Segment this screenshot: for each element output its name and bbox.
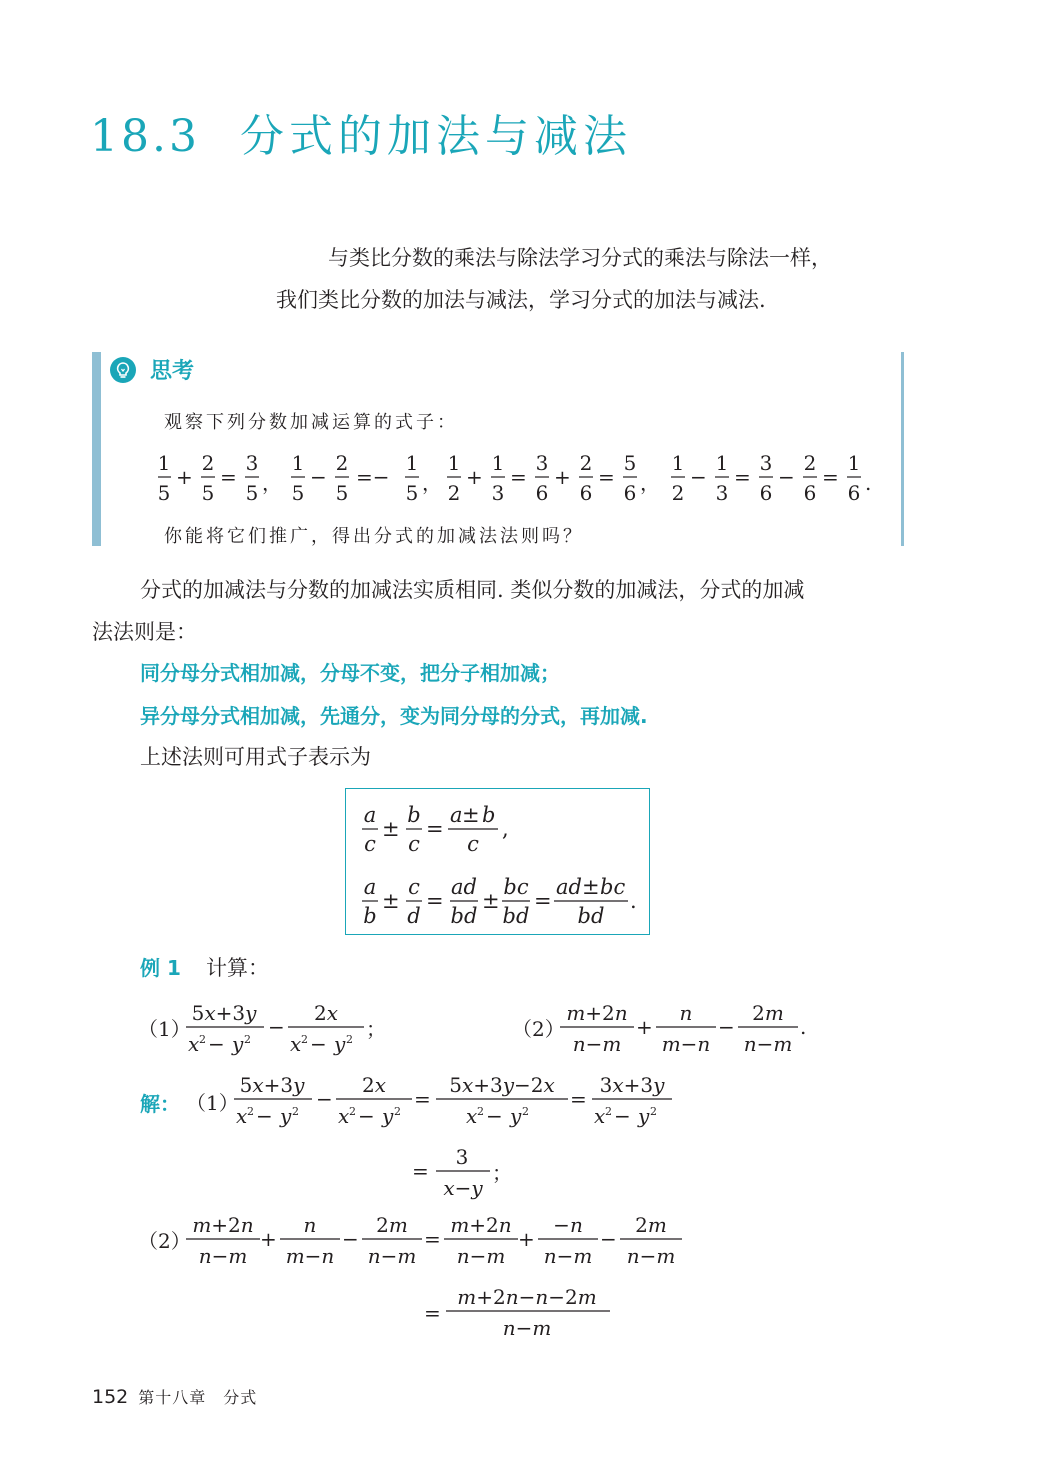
addition-rule-formulas <box>346 789 649 934</box>
think-line-3: 你能将它们推广，得出分式的加减法法则吗？ <box>164 526 584 547</box>
svg-text:m+2n: m+2n <box>450 1213 512 1237</box>
svg-text:c: c <box>467 832 479 856</box>
page-footer <box>92 1385 257 1408</box>
svg-text:3x+3y: 3x+3y <box>599 1073 665 1097</box>
svg-text:y: y <box>382 1104 394 1128</box>
solution-label: 解： <box>140 1092 180 1116</box>
svg-text:.: . <box>630 889 637 913</box>
svg-text:3: 3 <box>245 451 259 475</box>
svg-text:y: y <box>334 1032 346 1056</box>
svg-text:（2）: （2） <box>512 1017 565 1041</box>
intro-line-2: 我们类比分数的加法与减法，学习分式的加法与减法. <box>276 288 766 312</box>
lightbulb-icon <box>110 357 136 383</box>
svg-text:m−n: m−n <box>285 1244 335 1268</box>
svg-text:2: 2 <box>605 1105 612 1118</box>
svg-text:=: = <box>426 817 444 841</box>
svg-text:=: = <box>734 465 751 489</box>
svg-text:n: n <box>303 1213 317 1237</box>
svg-text:2x: 2x <box>361 1073 387 1097</box>
svg-text:x: x <box>338 1104 350 1128</box>
svg-text:2: 2 <box>394 1105 401 1118</box>
svg-text:（1）: （1） <box>186 1091 239 1115</box>
svg-text:−: − <box>256 1104 273 1128</box>
svg-text:2: 2 <box>335 451 349 475</box>
svg-text:=: = <box>424 1301 441 1325</box>
svg-text:n: n <box>679 1001 693 1025</box>
svg-text:3: 3 <box>759 451 773 475</box>
svg-text:1: 1 <box>291 451 305 475</box>
svg-text:6: 6 <box>579 481 593 505</box>
body-line-1: 分式的加减法与分数的加减法实质相同. 类似分数的加减法，分式的加减 <box>140 578 805 602</box>
svg-text:−: − <box>358 1104 375 1128</box>
svg-text:a: a <box>363 875 377 899</box>
svg-text:y: y <box>280 1104 292 1128</box>
svg-text:5: 5 <box>245 481 259 505</box>
svg-text:2: 2 <box>650 1105 657 1118</box>
think-title: 思考 <box>150 359 195 384</box>
think-box <box>92 352 904 546</box>
svg-text:±: ± <box>382 889 400 913</box>
svg-text:；: ； <box>492 1161 512 1185</box>
think-right-rule <box>901 352 904 546</box>
svg-text:x: x <box>188 1032 200 1056</box>
svg-text:y: y <box>232 1032 244 1056</box>
svg-text:−: − <box>208 1032 225 1056</box>
svg-text:+: + <box>260 1227 277 1251</box>
svg-text:x−y: x−y <box>443 1176 483 1200</box>
svg-text:5: 5 <box>623 451 637 475</box>
svg-text:2: 2 <box>671 481 685 505</box>
svg-text:2: 2 <box>201 451 215 475</box>
svg-text:2: 2 <box>447 481 461 505</box>
svg-text:bd: bd <box>450 904 478 928</box>
svg-text:2: 2 <box>477 1105 484 1118</box>
svg-text:+: + <box>518 1227 535 1251</box>
svg-text:5: 5 <box>335 481 349 505</box>
svg-text:±: ± <box>582 875 600 899</box>
svg-text:，: ， <box>262 471 282 495</box>
svg-text:m+2n−n−2m: m+2n−n−2m <box>457 1285 597 1309</box>
svg-text:b: b <box>482 803 496 827</box>
svg-text:6: 6 <box>847 481 861 505</box>
svg-text:−: − <box>486 1104 503 1128</box>
svg-text:=: = <box>510 465 527 489</box>
example-math <box>0 990 1044 1360</box>
svg-text:1: 1 <box>447 451 461 475</box>
svg-text:6: 6 <box>535 481 549 505</box>
svg-text:−: − <box>310 465 327 489</box>
svg-text:2: 2 <box>301 1033 308 1046</box>
svg-text:b: b <box>407 803 421 827</box>
svg-text:2: 2 <box>346 1033 353 1046</box>
svg-text:2: 2 <box>247 1105 254 1118</box>
svg-text:2m: 2m <box>752 1001 784 1025</box>
svg-text:n−m: n−m <box>743 1032 793 1056</box>
svg-text:n−m: n−m <box>456 1244 506 1268</box>
svg-text:5x+3y: 5x+3y <box>191 1001 257 1025</box>
svg-text:n−m: n−m <box>543 1244 593 1268</box>
svg-text:5: 5 <box>158 481 171 505</box>
svg-text:m−n: m−n <box>661 1032 711 1056</box>
svg-text:n−m: n−m <box>198 1244 248 1268</box>
svg-text:，: ， <box>422 471 442 495</box>
rule-same-denominator: 同分母分式相加减，分母不变，把分子相加减； <box>140 661 560 685</box>
svg-text:；: ； <box>366 1017 386 1041</box>
svg-text:2: 2 <box>199 1033 206 1046</box>
chapter-label: 第十八章 分式 <box>138 1388 258 1407</box>
svg-text:bd: bd <box>577 904 605 928</box>
svg-text:6: 6 <box>759 481 773 505</box>
svg-text:c: c <box>364 832 376 856</box>
svg-text:x: x <box>290 1032 302 1056</box>
svg-text:5: 5 <box>291 481 305 505</box>
svg-text:−: − <box>342 1227 359 1251</box>
svg-text:bc: bc <box>600 875 626 899</box>
svg-text:1: 1 <box>491 451 505 475</box>
svg-text:2: 2 <box>244 1033 251 1046</box>
svg-text:=: = <box>822 465 839 489</box>
svg-text:+: + <box>176 465 193 489</box>
svg-text:5x+3y−2x: 5x+3y−2x <box>449 1073 555 1097</box>
svg-text:6: 6 <box>803 481 817 505</box>
svg-text:x: x <box>236 1104 248 1128</box>
svg-text:−: − <box>718 1015 735 1039</box>
svg-text:（1）: （1） <box>138 1017 191 1041</box>
svg-text:2: 2 <box>292 1105 299 1118</box>
svg-text:.: . <box>865 471 872 495</box>
svg-text:5: 5 <box>201 481 215 505</box>
svg-text:2: 2 <box>349 1105 356 1118</box>
formula-box <box>345 788 650 935</box>
svg-text:2m: 2m <box>376 1213 408 1237</box>
example-prompt: 计算： <box>206 956 269 980</box>
svg-text:bd: bd <box>502 904 530 928</box>
svg-text:3: 3 <box>715 481 729 505</box>
svg-text:2: 2 <box>579 451 593 475</box>
svg-text:2m: 2m <box>635 1213 667 1237</box>
svg-text:6: 6 <box>623 481 637 505</box>
svg-text:a: a <box>363 803 377 827</box>
body-line-2: 法法则是： <box>92 620 197 644</box>
svg-text:−: − <box>778 465 795 489</box>
svg-text:a: a <box>450 803 463 827</box>
solution-1 <box>186 1073 672 1200</box>
page-number: 152 <box>92 1386 129 1408</box>
svg-text:b: b <box>363 904 377 928</box>
svg-text:−: − <box>690 465 707 489</box>
svg-text:m+2n: m+2n <box>192 1213 254 1237</box>
problem-2 <box>512 1001 806 1056</box>
svg-text:±: ± <box>482 889 500 913</box>
svg-text:1: 1 <box>405 451 419 475</box>
svg-text:1: 1 <box>671 451 685 475</box>
svg-text:ad: ad <box>556 875 582 899</box>
svg-text:n−m: n−m <box>367 1244 417 1268</box>
example-label: 例 1 <box>140 956 181 980</box>
svg-text:+: + <box>636 1015 653 1039</box>
svg-text:n−m: n−m <box>626 1244 676 1268</box>
svg-text:y: y <box>638 1104 650 1128</box>
svg-text:2: 2 <box>803 451 817 475</box>
svg-text:1: 1 <box>715 451 729 475</box>
intro-line-1: 与类比分数的乘法与除法学习分式的乘法与除法一样， <box>328 246 832 270</box>
svg-text:=: = <box>570 1087 587 1111</box>
problem-1 <box>138 1001 386 1056</box>
svg-text:m+2n: m+2n <box>566 1001 628 1025</box>
rule-different-denominator: 异分母分式相加减，先通分，变为同分母的分式，再加减. <box>140 704 648 728</box>
svg-text:y: y <box>510 1104 522 1128</box>
svg-text:（2）: （2） <box>138 1229 191 1253</box>
svg-text:−: − <box>316 1087 333 1111</box>
svg-text:+: + <box>554 465 571 489</box>
svg-text:=−: =− <box>356 465 390 489</box>
section-number: 18.3 <box>90 111 200 162</box>
svg-text:x: x <box>594 1104 606 1128</box>
svg-text:1: 1 <box>158 451 171 475</box>
svg-text:±: ± <box>382 817 400 841</box>
svg-text:x: x <box>466 1104 478 1128</box>
svg-text:.: . <box>800 1015 807 1039</box>
svg-text:=: = <box>598 465 615 489</box>
svg-text:3: 3 <box>455 1145 469 1169</box>
svg-text:−: − <box>600 1227 617 1251</box>
section-name: 分式的加法与减法 <box>239 111 632 162</box>
svg-text:±: ± <box>462 803 480 827</box>
svg-text:bc: bc <box>503 875 529 899</box>
svg-text:c: c <box>408 832 420 856</box>
svg-text:n−m: n−m <box>572 1032 622 1056</box>
svg-text:=: = <box>424 1227 441 1251</box>
svg-text:+: + <box>466 465 483 489</box>
section-title <box>90 100 632 164</box>
svg-text:=: = <box>414 1087 431 1111</box>
svg-text:ad: ad <box>451 875 477 899</box>
svg-text:5x+3y: 5x+3y <box>239 1073 305 1097</box>
svg-text:=: = <box>534 889 552 913</box>
body-line-3: 上述法则可用式子表示为 <box>140 745 371 769</box>
think-line-1: 观察下列分数加减运算的式子： <box>164 412 458 433</box>
svg-text:−: − <box>268 1015 285 1039</box>
svg-text:=: = <box>220 465 237 489</box>
svg-text:2: 2 <box>522 1105 529 1118</box>
svg-text:,: , <box>502 817 509 841</box>
svg-text:c: c <box>408 875 420 899</box>
svg-text:3: 3 <box>491 481 505 505</box>
svg-text:d: d <box>407 904 421 928</box>
svg-text:=: = <box>426 889 444 913</box>
svg-text:=: = <box>412 1159 429 1183</box>
svg-text:5: 5 <box>405 481 419 505</box>
think-side-bar <box>92 352 101 546</box>
svg-text:−: − <box>614 1104 631 1128</box>
svg-text:3: 3 <box>535 451 549 475</box>
solution-2 <box>138 1213 682 1340</box>
svg-text:−n: −n <box>553 1213 583 1237</box>
svg-text:，: ， <box>640 471 660 495</box>
svg-text:2x: 2x <box>313 1001 339 1025</box>
svg-text:n−m: n−m <box>502 1316 552 1340</box>
fraction-examples <box>158 450 898 506</box>
svg-text:1: 1 <box>847 451 861 475</box>
svg-text:−: − <box>310 1032 327 1056</box>
